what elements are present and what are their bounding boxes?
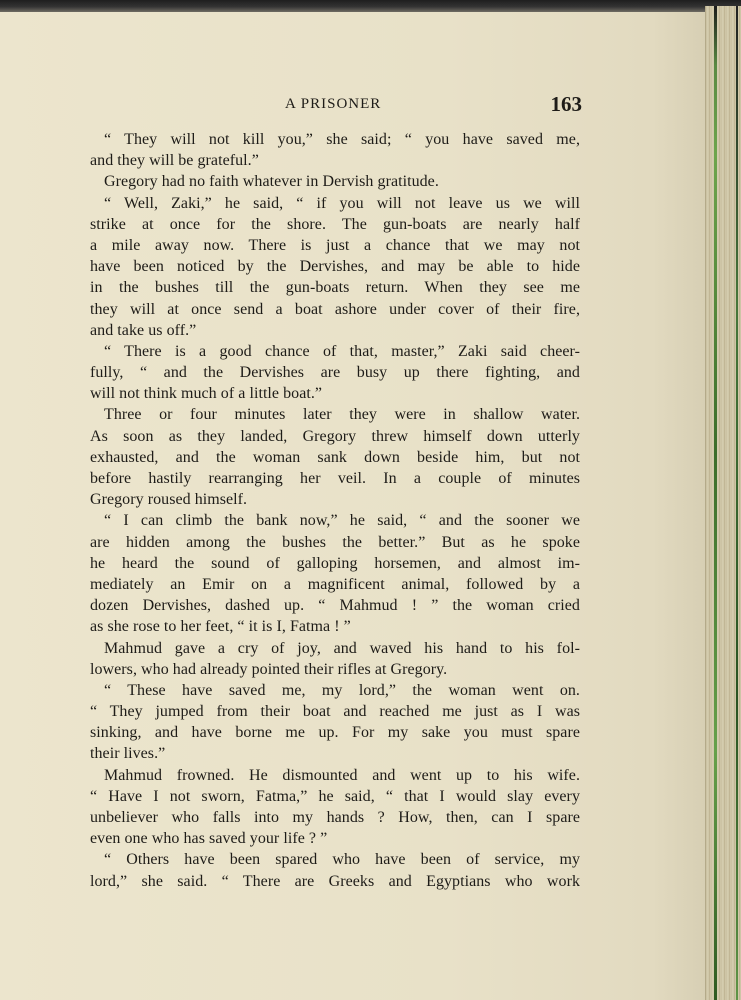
page-top-edge [0,0,741,12]
text-line: have been noticed by the Dervishes, and may be able to hide [90,258,580,276]
text-line: a mile away now. There is just a chance that we may not [90,236,580,254]
text-line: mediately an Emir on a magnificent animal, followed by a [90,575,580,593]
text-line: Gregory roused himself. [90,491,248,509]
text-line: As soon as they landed, Gregory threw himself down utterly [90,427,580,445]
text-line: in the bushes till the gun-boats return. When they see me [90,279,580,297]
page-number: 163 [550,92,582,116]
text-line: lord,” she said. “ There are Greeks and Egyptians who work [90,872,580,890]
text-line: “ They jumped from their boat and reached me just as I was [90,703,580,721]
text-line: and take us off.” [90,321,197,339]
text-line: “ They will not kill you,” she said; “ you have saved me, [104,131,580,148]
text-line: exhausted, and the woman sank down beside him, but not [90,448,580,466]
page-header [90,92,590,120]
text-line: strike at once for the shore. The gun-boats are nearly half [90,215,580,233]
text-line: he heard the sound of galloping horsemen, and almost im- [90,554,580,572]
text-line: and they will be grateful.” [90,152,259,170]
text-line: Mahmud frowned. He dismounted and went up to his wife. [104,766,580,784]
text-line: will not think much of a little boat.” [90,385,323,403]
text-line: even one who has saved your life ? ” [90,830,328,848]
text-line: as she rose to her feet, “ it is I, Fatma ! ” [90,618,351,636]
text-line: “ Have I not sworn, Fatma,” he said, “ that I would slay every [90,787,580,805]
text-line: before hastily rearranging her veil. In a couple of minutes [90,470,580,487]
text-line: their lives.” [90,745,166,763]
text-line: unbeliever who falls into my hands ? How, then, can I spare [90,809,580,826]
body-text [90,129,580,892]
text-line: “ There is a good chance of that, master,” Zaki said cheer- [104,342,580,360]
text-line: “ These have saved me, my lord,” the woman went on. [104,681,580,699]
text-line: “ Well, Zaki,” he said, “ if you will not leave us we will [104,194,580,212]
text-line: Mahmud gave a cry of joy, and waved his hand to his fol- [104,639,580,657]
book-edge [705,6,741,1000]
text-line: fully, “ and the Dervishes are busy up there fighting, and [90,364,580,382]
running-title: A PRISONER [285,96,382,112]
text-line: lowers, who had already pointed their rifles at Gregory. [90,660,448,678]
text-line: they will at once send a boat ashore under cover of their fire, [90,300,580,318]
text-line: Three or four minutes later they were in shallow water. [104,406,580,424]
text-line: “ Others have been spared who have been of service, my [104,851,580,869]
text-line: dozen Dervishes, dashed up. “ Mahmud ! ” the woman cried [90,597,580,615]
text-line: “ I can climb the bank now,” he said, “ and the sooner we [104,512,580,530]
text-line: sinking, and have borne me up. For my sake you must spare [90,724,580,742]
text-line: Gregory had no faith whatever in Dervish gratitude. [104,173,439,191]
text-line: are hidden among the bushes the better.” But as he spoke [90,533,580,551]
